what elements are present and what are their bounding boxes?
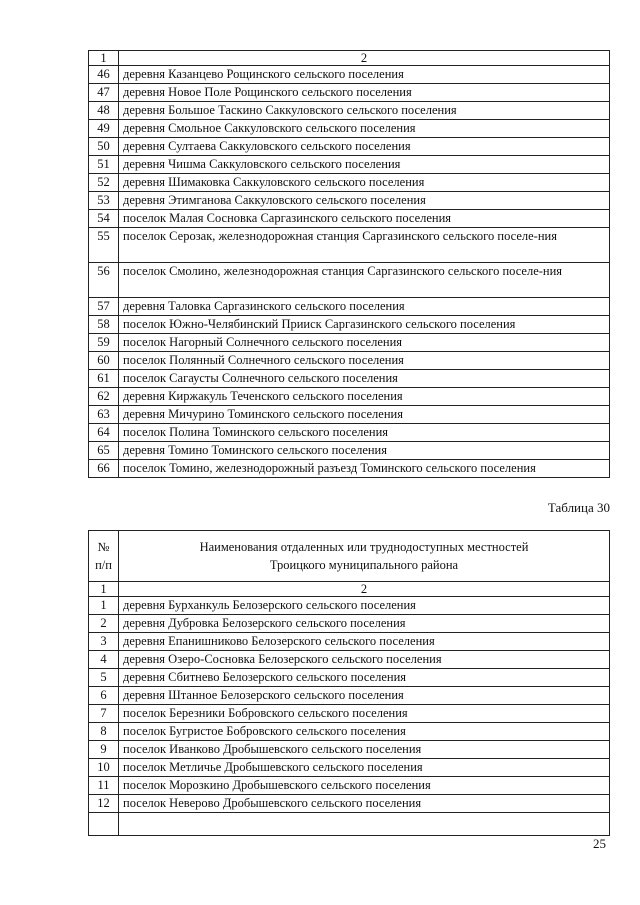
- row-number: 52: [89, 174, 119, 192]
- row-number: 48: [89, 102, 119, 120]
- locality-name: деревня Смольное Саккуловского сельского поселения: [119, 120, 610, 138]
- row-number: 12: [89, 795, 119, 813]
- locality-name: поселок Бугристое Бобровского сельского поселения: [119, 723, 610, 741]
- locality-name: деревня Штанное Белозерского сельского поселения: [119, 687, 610, 705]
- locality-name: поселок Малая Сосновка Саргазинского сельского поселения: [119, 210, 610, 228]
- table-row: [89, 723, 610, 741]
- table-row: [89, 316, 610, 334]
- row-number: 5: [89, 669, 119, 687]
- row-number: 62: [89, 388, 119, 406]
- row-number: 54: [89, 210, 119, 228]
- row-number: 47: [89, 84, 119, 102]
- locality-name: деревня Султаева Саккуловского сельского поселения: [119, 138, 610, 156]
- table-header-row: [89, 51, 610, 66]
- table-row: [89, 424, 610, 442]
- header-col-1: 1: [89, 582, 119, 597]
- table-row: [89, 120, 610, 138]
- table-row: [89, 228, 610, 263]
- table-row: [89, 597, 610, 615]
- locality-name: деревня Мичурино Томинского сельского поселения: [119, 406, 610, 424]
- row-number: 1: [89, 597, 119, 615]
- table-row: [89, 633, 610, 651]
- table-row: [89, 615, 610, 633]
- row-number: 46: [89, 66, 119, 84]
- table-row: [89, 388, 610, 406]
- row-number: 61: [89, 370, 119, 388]
- locality-name: деревня Озеро-Сосновка Белозерского сельского поселения: [119, 651, 610, 669]
- row-number: 53: [89, 192, 119, 210]
- table-row: [89, 651, 610, 669]
- table-row: [89, 759, 610, 777]
- row-number: 58: [89, 316, 119, 334]
- table-row: [89, 460, 610, 478]
- header-col-2: 2: [119, 582, 610, 597]
- row-number: 9: [89, 741, 119, 759]
- table-row: [89, 352, 610, 370]
- locality-name: деревня Этимганова Саккуловского сельского поселения: [119, 192, 610, 210]
- locality-name: поселок Сагаусты Солнечного сельского поселения: [119, 370, 610, 388]
- row-number: 60: [89, 352, 119, 370]
- table-row: [89, 156, 610, 174]
- locality-name: поселок Иванково Дробышевского сельского поселения: [119, 741, 610, 759]
- locality-name: деревня Таловка Саргазинского сельского поселения: [119, 298, 610, 316]
- row-number: 6: [89, 687, 119, 705]
- page-number: 25: [593, 836, 606, 851]
- table-row: [89, 102, 610, 120]
- row-number: 51: [89, 156, 119, 174]
- locality-name: деревня Шимаковка Саккуловского сельского поселения: [119, 174, 610, 192]
- row-number: 3: [89, 633, 119, 651]
- table-row: [89, 741, 610, 759]
- row-number: 7: [89, 705, 119, 723]
- table-row: [89, 66, 610, 84]
- table-row: [89, 795, 610, 813]
- locality-name: поселок Березники Бобровского сельского поселения: [119, 705, 610, 723]
- table-header-row: [89, 582, 610, 597]
- locality-name: поселок Нагорный Солнечного сельского поселения: [119, 334, 610, 352]
- locality-name: деревня Казанцево Рощинского сельского поселения: [119, 66, 610, 84]
- table-row: [89, 263, 610, 298]
- locality-name: деревня Киржакуль Теченского сельского поселения: [119, 388, 610, 406]
- row-number: 50: [89, 138, 119, 156]
- locality-name: деревня Дубровка Белозерского сельского поселения: [119, 615, 610, 633]
- locality-name: деревня Томино Томинского сельского поселения: [119, 442, 610, 460]
- localities-table-continued: [88, 50, 610, 478]
- table-caption: Таблица 30: [547, 500, 610, 515]
- row-number: 2: [89, 615, 119, 633]
- troitsky-localities-table: [88, 530, 610, 836]
- table-row: [89, 138, 610, 156]
- row-number: 59: [89, 334, 119, 352]
- table-row: [89, 192, 610, 210]
- locality-name: деревня Большое Таскино Саккуловского сельского поселения: [119, 102, 610, 120]
- name-column-header-line2: Троицкого муниципального района: [269, 558, 459, 572]
- locality-name: поселок Смолино, железнодорожная станция Саргазинского сельского поселе-ния: [119, 263, 610, 298]
- locality-name: поселок Неверово Дробышевского сельского поселения: [119, 795, 610, 813]
- locality-name: деревня Бурханкуль Белозерского сельского поселения: [119, 597, 610, 615]
- table-row: [89, 174, 610, 192]
- table-row: [89, 777, 610, 795]
- number-column-header: № п/п: [89, 531, 119, 582]
- row-number: 64: [89, 424, 119, 442]
- table-row: [89, 442, 610, 460]
- empty-cell: [119, 813, 610, 836]
- locality-name: поселок Морозкино Дробышевского сельского поселения: [119, 777, 610, 795]
- row-number: 4: [89, 651, 119, 669]
- row-number: 57: [89, 298, 119, 316]
- locality-name: поселок Полянный Солнечного сельского поселения: [119, 352, 610, 370]
- table-row: [89, 84, 610, 102]
- row-number: 63: [89, 406, 119, 424]
- table-row: [89, 406, 610, 424]
- table-row: [89, 705, 610, 723]
- locality-name: деревня Сбитнево Белозерского сельского поселения: [119, 669, 610, 687]
- header-col-2: 2: [119, 51, 610, 66]
- table-row: [89, 334, 610, 352]
- table-row: [89, 687, 610, 705]
- empty-cell: [89, 813, 119, 836]
- locality-name: деревня Новое Поле Рощинского сельского поселения: [119, 84, 610, 102]
- row-number: 65: [89, 442, 119, 460]
- locality-name: деревня Епанишниково Белозерского сельского поселения: [119, 633, 610, 651]
- row-number: 56: [89, 263, 119, 298]
- row-number: 49: [89, 120, 119, 138]
- row-number: 66: [89, 460, 119, 478]
- header-col-1: 1: [89, 51, 119, 66]
- name-column-header-line1: Наименования отдаленных или труднодоступных местностей: [199, 540, 529, 554]
- row-number: 10: [89, 759, 119, 777]
- row-number: 11: [89, 777, 119, 795]
- row-number: 8: [89, 723, 119, 741]
- empty-row: [89, 813, 610, 836]
- locality-name: поселок Южно-Челябинский Прииск Саргазинского сельского поселения: [119, 316, 610, 334]
- locality-name: поселок Метличье Дробышевского сельского поселения: [119, 759, 610, 777]
- row-number: 55: [89, 228, 119, 263]
- locality-name: поселок Полина Томинского сельского поселения: [119, 424, 610, 442]
- table-row: [89, 298, 610, 316]
- table-row: [89, 669, 610, 687]
- locality-name: поселок Серозак, железнодорожная станция Саргазинского сельского поселе-ния: [119, 228, 610, 263]
- locality-name: поселок Томино, железнодорожный разъезд Томинского сельского поселения: [119, 460, 610, 478]
- locality-name: деревня Чишма Саккуловского сельского поселения: [119, 156, 610, 174]
- table-row: [89, 370, 610, 388]
- name-column-header: [119, 531, 610, 582]
- table-title-row: [89, 531, 610, 582]
- table-row: [89, 210, 610, 228]
